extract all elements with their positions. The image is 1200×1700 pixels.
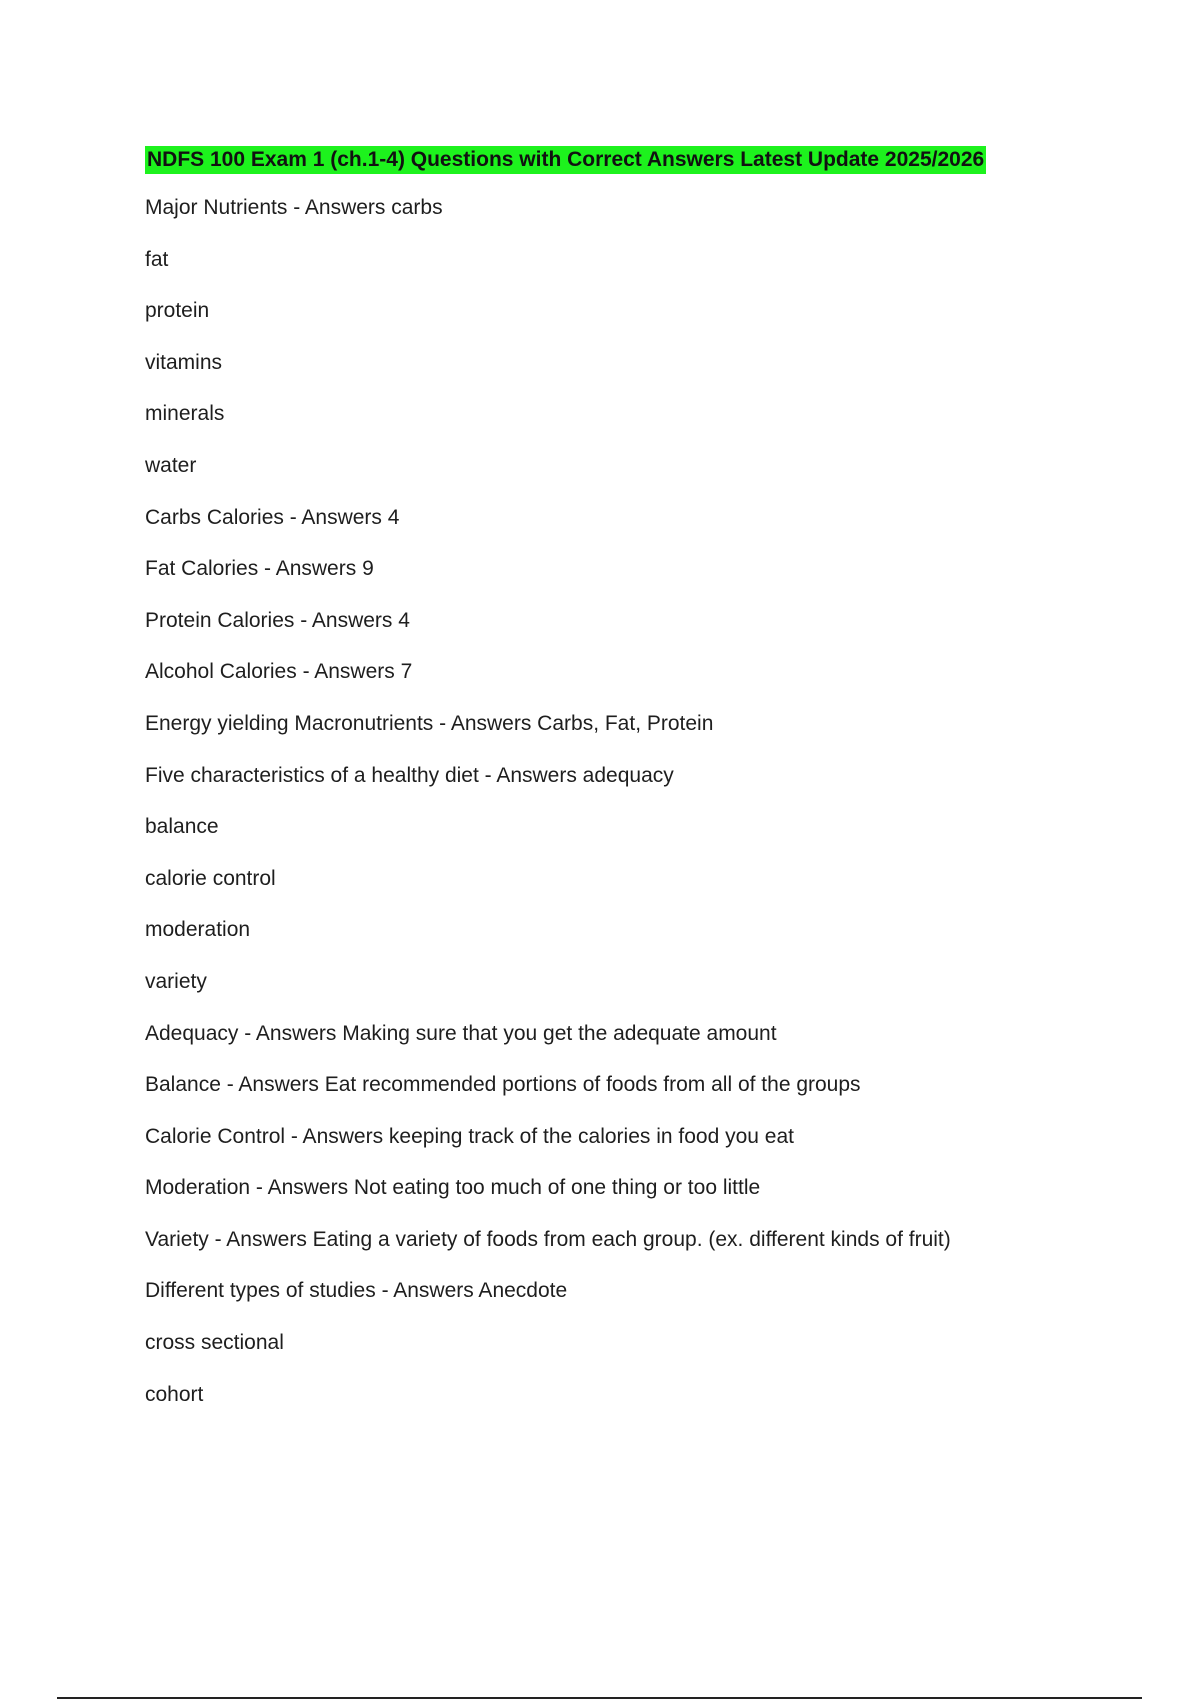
qa-line: moderation (145, 918, 251, 942)
qa-line: Different types of studies - Answers Anecdote (145, 1279, 568, 1303)
qa-line: Calorie Control - Answers keeping track of the calories in food you eat (145, 1124, 795, 1148)
qa-line: Protein Calories - Answers 4 (145, 608, 410, 632)
qa-line: Major Nutrients - Answers carbs (145, 196, 443, 219)
qa-line: vitamins (145, 350, 223, 374)
qa-line: calorie control (145, 866, 276, 890)
qa-line: fat (145, 247, 169, 271)
qa-list (145, 194, 951, 1432)
qa-line: cross sectional (145, 1331, 284, 1355)
qa-line: Carbs Calories - Answers 4 (145, 505, 400, 529)
qa-line: Alcohol Calories - Answers 7 (145, 660, 413, 684)
qa-line: Fat Calories - Answers 9 (145, 557, 374, 581)
qa-line: protein (145, 299, 210, 323)
qa-line: water (145, 453, 197, 477)
qa-line: minerals (145, 402, 225, 426)
title-block (145, 145, 986, 175)
document-title: NDFS 100 Exam 1 (ch.1-4) Questions with Correct Answers Latest Update 2025/2026 (145, 146, 986, 174)
qa-line: Five characteristics of a healthy diet - Answers adequacy (145, 763, 674, 787)
qa-line: Variety - Answers Eating a variety of foods from each group. (ex. different kinds of fruit) (145, 1227, 951, 1251)
qa-line: Energy yielding Macronutrients - Answers Carbs, Fat, Protein (145, 711, 714, 735)
qa-line: Adequacy - Answers Making sure that you get the adequate amount (145, 1021, 777, 1045)
qa-line: cohort (145, 1382, 204, 1406)
footer-divider (57, 1697, 1142, 1699)
qa-line: balance (145, 815, 219, 839)
qa-line: variety (145, 969, 207, 993)
qa-line: Balance - Answers Eat recommended portions of foods from all of the groups (145, 1073, 861, 1097)
qa-line: Moderation - Answers Not eating too much of one thing or too little (145, 1176, 761, 1200)
